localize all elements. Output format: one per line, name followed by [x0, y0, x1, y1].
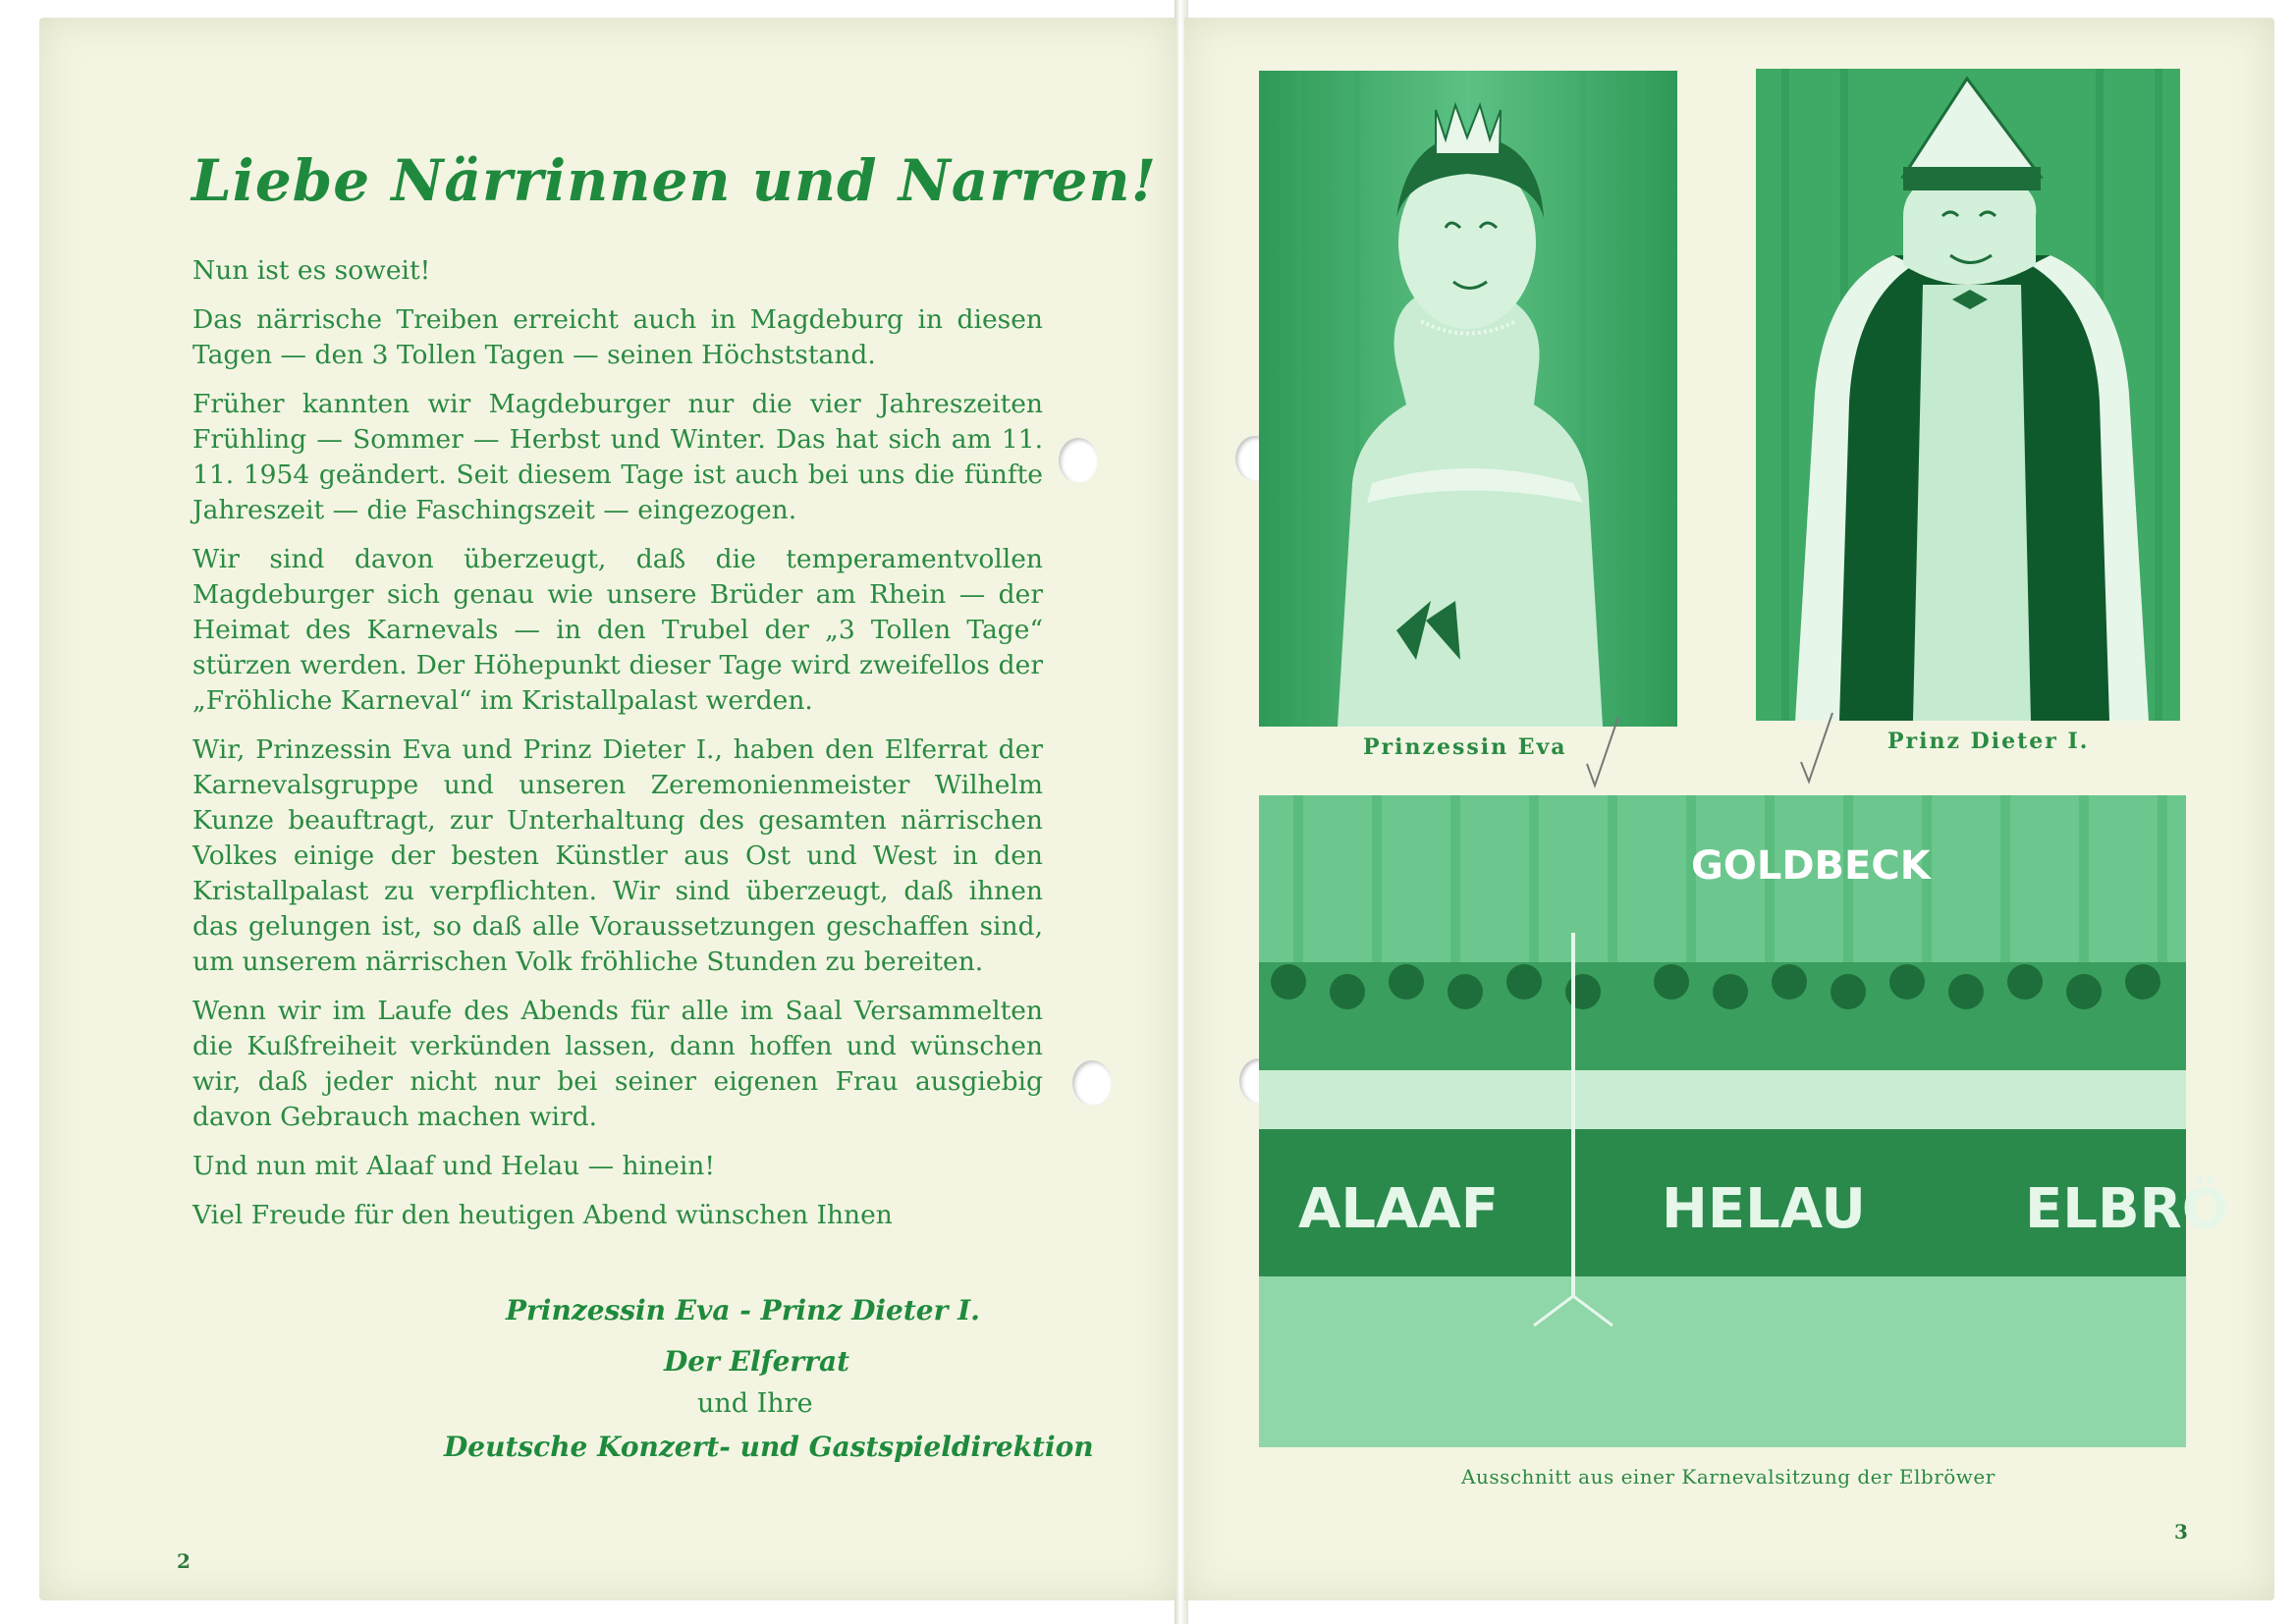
letter-body — [192, 253, 1043, 1247]
stage-banner-word-1: ALAAF — [1298, 1177, 1499, 1241]
page-title: Liebe Närrinnen und Narren! — [191, 147, 1158, 214]
stage-banner-word-3: ELBRÖ — [2025, 1177, 2229, 1241]
page-number-right: 3 — [2174, 1520, 2188, 1543]
caption-prinz-dieter: Prinz Dieter I. — [1887, 729, 2090, 754]
princess-illustration — [1259, 71, 1677, 727]
paragraph-2: Das närrische Treiben erreicht auch in Magdeburg in diesen Tagen — den 3 Tollen Tagen — seinen Höchststand. — [192, 304, 1043, 370]
signature-line-4: Deutsche Konzert- und Gastspieldirektion — [444, 1431, 1094, 1463]
caption-prinzessin-eva: Prinzessin Eva — [1363, 734, 1567, 760]
page-number-left: 2 — [177, 1549, 191, 1573]
paragraph-8: Viel Freude für den heutigen Abend wünschen Ihnen — [192, 1200, 893, 1230]
punch-hole-left-bottom — [1072, 1060, 1112, 1106]
paragraph-7: Und nun mit Alaaf und Helau — hinein! — [192, 1151, 716, 1181]
punch-hole-left-top — [1059, 438, 1098, 483]
signature-line-3: und Ihre — [697, 1388, 813, 1419]
photo-prinz-dieter — [1756, 69, 2180, 721]
stage-banner-word-2: HELAU — [1662, 1177, 1866, 1241]
photo-prinzessin-eva — [1259, 71, 1677, 727]
signature-line-2: Der Elferrat — [664, 1345, 850, 1378]
caption-karnevalsitzung: Ausschnitt aus einer Karnevalsitzung der Elbröwer — [1461, 1465, 1995, 1489]
paragraph-1: Nun ist es soweit! — [192, 255, 431, 286]
signature-line-1: Prinzessin Eva - Prinz Dieter I. — [506, 1294, 980, 1326]
paragraph-6: Wenn wir im Laufe des Abends für alle im Saal Versammelten die Kußfreiheit verkünden lassen, dann hoffen und wünschen wir, daß jeder nicht nur bei seiner eigenen Frau ausgiebig davon Gebrauch machen wird. — [192, 996, 1043, 1132]
paragraph-5: Wir, Prinzessin Eva und Prinz Dieter I., haben den Elferrat der Karnevalsgruppe und unseren Zeremonienmeister Wilhelm Kunze beauftragt, zur Unterhaltung des gesamten närrischen Volkes einige der besten Künstler aus Ost und West in den Kristallpalast zu verpflichten. Wir sind überzeugt, daß ihnen das gelungen ist, so daß alle Voraussetzungen geschaffen sind, um unserem närrischen Volk fröhliche Stunden zu bereiten. — [192, 734, 1043, 977]
paragraph-4: Wir sind davon überzeugt, daß die temperamentvollen Magdeburger sich genau wie unsere Brüder am Rhein — der Heimat des Karnevals — in den Trubel der „3 Tollen Tage“ stürzen werden. Der Höhepunkt dieser Tage wird zweifellos der „Fröhliche Karneval“ im Kristallpalast werden. — [192, 544, 1043, 716]
prince-illustration — [1756, 69, 2180, 721]
pencil-check-mark-2 — [1797, 711, 1836, 785]
photo-karnevalsitzung — [1259, 795, 2229, 1447]
pencil-check-mark-1 — [1583, 715, 1622, 789]
stage-illustration — [1259, 795, 2229, 1447]
paragraph-3: Früher kannten wir Magdeburger nur die vier Jahreszeiten Frühling — Sommer — Herbst und Winter. Das hat sich am 11. 11. 1954 geändert. Seit diesem Tage ist auch bei uns die fünfte Jahreszeit — die Faschingszeit — eingezogen. — [192, 389, 1043, 525]
stage-banner-top: GOLDBECK — [1691, 843, 1931, 889]
